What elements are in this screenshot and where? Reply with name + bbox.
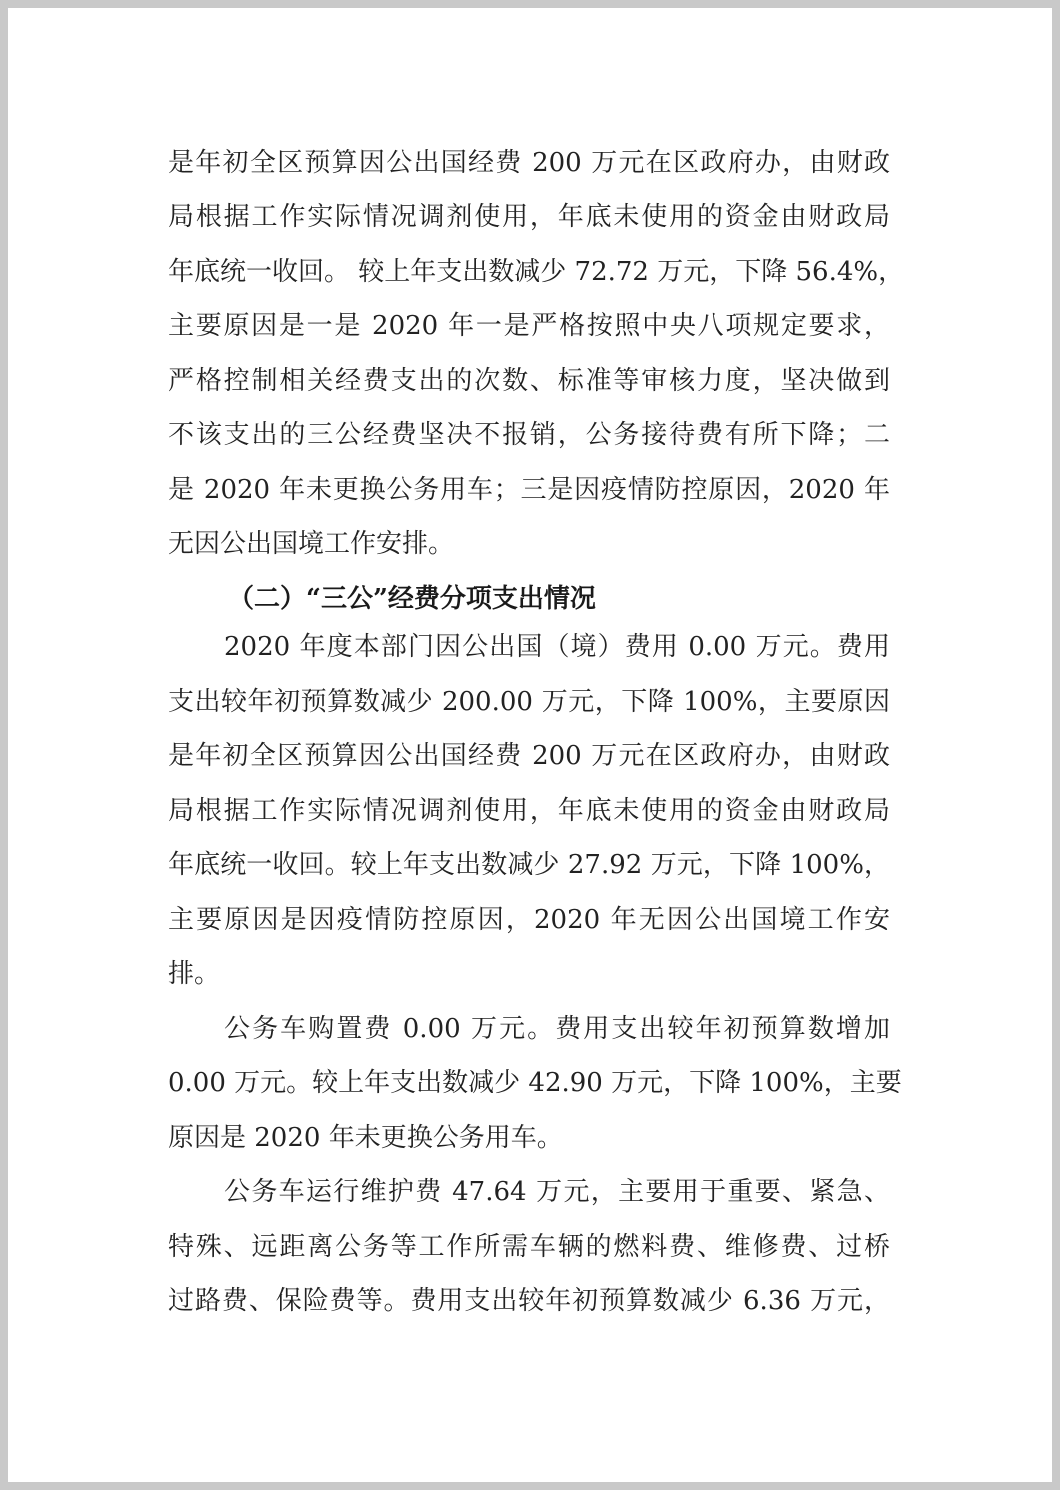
paragraph-line: 主要原因是因疫情防控原因，2020 年无因公出国境工作安 [168,905,890,935]
paragraph-line: 是年初全区预算因公出国经费 200 万元在区政府办，由财政 [168,148,890,178]
paragraph-line: 0.00 万元。较上年支出数减少 42.90 万元，下降 100%，主要 [168,1068,902,1098]
paragraph-line: 局根据工作实际情况调剂使用，年底未使用的资金由财政局 [168,202,890,232]
paragraph-line: 过路费、保险费等。费用支出较年初预算数减少 6.36 万元， [168,1286,890,1316]
paragraph-line: 支出较年初预算数减少 200.00 万元，下降 100%，主要原因 [168,687,890,717]
paragraph-line: 严格控制相关经费支出的次数、标准等审核力度，坚决做到 [168,366,890,396]
paragraph-line: 无因公出国境工作安排。 [168,529,455,559]
paragraph-line: 不该支出的三公经费坚决不报销，公务接待费有所下降；二 [168,420,890,450]
paragraph-line: 是 2020 年未更换公务用车；三是因疫情防控原因，2020 年 [168,475,890,505]
paragraph-line: 局根据工作实际情况调剂使用，年底未使用的资金由财政局 [168,796,890,826]
paragraph-line: 公务车购置费 0.00 万元。费用支出较年初预算数增加 [224,1014,890,1044]
paragraph-line: 2020 年度本部门因公出国（境）费用 0.00 万元。费用 [224,632,890,662]
paragraph-line: 年底统一收回。较上年支出数减少 27.92 万元，下降 100%， [168,850,890,880]
paragraph-line: 排。 [168,959,221,989]
paragraph-line: 主要原因是一是 2020 年一是严格按照中央八项规定要求， [168,311,890,341]
paragraph-line: 是年初全区预算因公出国经费 200 万元在区政府办，由财政 [168,741,890,771]
paragraph-line: 公务车运行维护费 47.64 万元，主要用于重要、紧急、 [224,1177,890,1207]
paragraph-line: 原因是 2020 年未更换公务用车。 [168,1123,563,1153]
paragraph-line: 特殊、远距离公务等工作所需车辆的燃料费、维修费、过桥 [168,1232,890,1262]
section-heading: （二）“三公”经费分项支出情况 [228,584,596,614]
paragraph-line: 年底统一收回。 较上年支出数减少 72.72 万元，下降 56.4%， [168,257,905,287]
